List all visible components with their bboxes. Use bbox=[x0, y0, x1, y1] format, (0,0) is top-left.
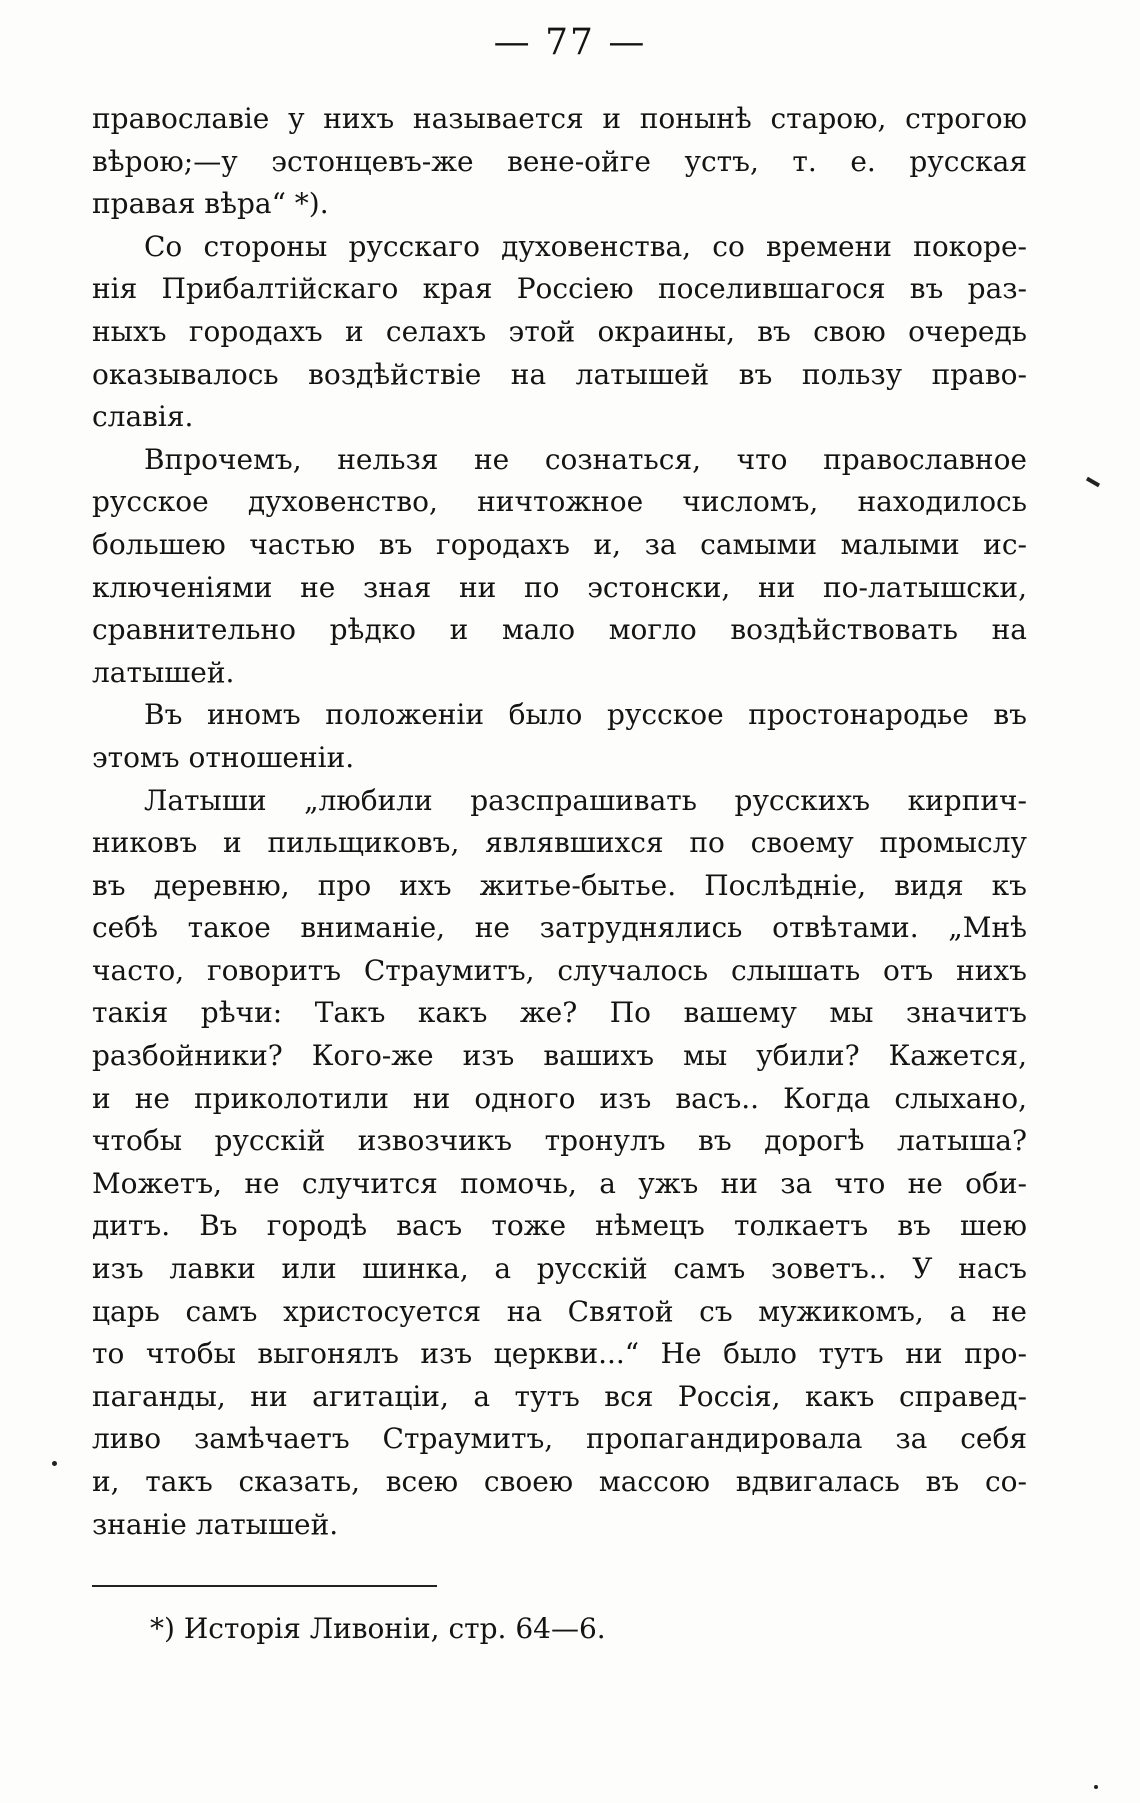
text-line: часто, говоритъ Страумитъ, случалось слышать отъ нихъ bbox=[92, 953, 1027, 987]
text-line: православіе у нихъ называется и понынѣ старою, строгою bbox=[92, 102, 1027, 135]
text-line: царь самъ христосуется на Святой съ мужикомъ, а не bbox=[92, 1294, 1027, 1328]
page-number: — 77 — bbox=[493, 22, 647, 63]
text-line: ныхъ городахъ и селахъ этой окраины, въ свою очередь bbox=[92, 314, 1027, 348]
footnote-divider bbox=[92, 1585, 437, 1587]
text-line: оказывалось воздѣйствіе на латышей въ пользу право- bbox=[92, 357, 1027, 391]
text-line: и не приколотили ни одного изъ васъ.. Когда слыхано, bbox=[92, 1081, 1027, 1115]
text-line: себѣ такое вниманіе, не затруднялись отвѣтами. „Мнѣ bbox=[92, 911, 1027, 945]
text-line: знаніе латышей. bbox=[92, 1507, 339, 1541]
text-line: сравнительно рѣдко и мало могло воздѣйствовать на bbox=[92, 613, 1027, 647]
text-line: ключеніями не зная ни по эстонски, ни по-латышски, bbox=[92, 570, 1027, 604]
text-line: латышей. bbox=[92, 655, 235, 689]
text-line: нія Прибалтійскаго края Россіею поселившагося въ раз- bbox=[92, 272, 1027, 306]
text-line: то чтобы выгонялъ изъ церкви...“ Не было тутъ ни про- bbox=[92, 1337, 1027, 1371]
text-line: славія. bbox=[92, 400, 194, 434]
footnote: *) Исторія Ливоніи, стр. 64—6. bbox=[150, 1612, 606, 1645]
text-line: ливо замѣчаетъ Страумитъ, пропагандировала за себя bbox=[92, 1422, 1027, 1456]
ink-speck bbox=[52, 1461, 57, 1466]
text-line: разбойники? Кого-же изъ вашихъ мы убили? Кажется, bbox=[92, 1039, 1027, 1073]
text-line: Впрочемъ, нельзя не сознаться, что православное bbox=[144, 442, 1027, 476]
text-line: Можетъ, не случится помочь, а ужъ ни за что не оби- bbox=[92, 1166, 1027, 1200]
text-line: чтобы русскій извозчикъ тронулъ въ дорогѣ латыша? bbox=[92, 1124, 1027, 1158]
text-line: вѣрою;—у эстонцевъ-же вене-ойге устъ, т. е. русская bbox=[92, 144, 1027, 178]
text-line: никовъ и пильщиковъ, являвшихся по своему промыслу bbox=[92, 826, 1027, 860]
text-line: и, такъ сказать, всею своею массою вдвигалась въ со- bbox=[92, 1465, 1027, 1498]
text-line: дитъ. Въ городѣ васъ тоже нѣмецъ толкаетъ въ шею bbox=[92, 1209, 1027, 1243]
text-line: Латыши „любили разспрашивать русскихъ кирпич- bbox=[144, 783, 1027, 817]
text-line: такія рѣчи: Такъ какъ же? По вашему мы значитъ bbox=[92, 996, 1027, 1030]
text-line: правая вѣра“ *). bbox=[92, 187, 329, 221]
text-line: русское духовенство, ничтожное числомъ, находилось bbox=[92, 485, 1027, 519]
text-line: большею частью въ городахъ и, за самыми малыми ис- bbox=[92, 527, 1027, 561]
text-line: Со стороны русскаго духовенства, со времени покоре- bbox=[144, 229, 1027, 263]
text-line: этомъ отношеніи. bbox=[92, 740, 355, 774]
ink-speck bbox=[1086, 477, 1100, 487]
text-line: въ деревню, про ихъ житье-бытье. Послѣдніе, видя къ bbox=[92, 868, 1027, 902]
ink-speck bbox=[1094, 1785, 1098, 1789]
text-line: паганды, ни агитаціи, а тутъ вся Россія, какъ справед- bbox=[92, 1379, 1027, 1413]
body-text bbox=[92, 98, 1027, 1546]
text-line: Въ иномъ положеніи было русское простонародье въ bbox=[144, 698, 1027, 732]
text-line: изъ лавки или шинка, а русскій самъ зоветъ.. У насъ bbox=[92, 1252, 1027, 1286]
